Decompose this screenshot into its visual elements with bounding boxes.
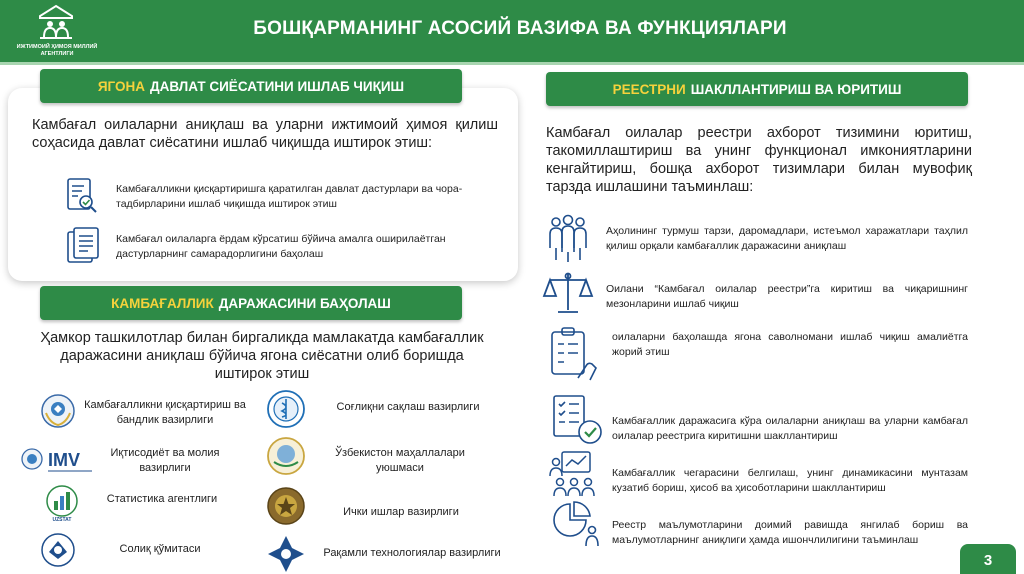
org-label: Камбағалликни қисқартириш ва бандлик вазирлиги <box>84 399 246 426</box>
registry-item-6: Реестр маълумотларини доимий равишда янгилаб бориш ва маълумотларнинг аниқлиги ҳамда ишончлилигини таъминлаш <box>612 519 968 546</box>
registry-item-4: Камбағаллик даражасига кўра оилаларни аниқлаш ва уларни камбағал оилалар реестрига киритишни шакллантириш <box>612 415 968 442</box>
org-label: Рақамли технологиялар вазирлиги <box>323 547 501 559</box>
chart-person-icon <box>548 500 600 548</box>
section-title-policy <box>40 69 462 103</box>
health-ministry-emblem-icon <box>266 389 306 429</box>
org-label: Ўзбекистон маҳаллалари уюшмаси <box>335 447 465 474</box>
svg-text:IMV: IMV <box>48 450 81 470</box>
scales-icon <box>542 270 594 316</box>
registry-item-3: оилаларни баҳолашда ягона саволномани ишлаб чиқиш амалиётга жорий этиш <box>612 331 968 358</box>
section-title-rest: ДАВЛАТ СИЁСАТИНИ ИШЛАБ ЧИҚИШ <box>150 78 405 94</box>
org-label: Солиқ қўмитаси <box>119 543 201 555</box>
policy-item-2: Камбағал оилаларга ёрдам кўрсатиш бўйича амалга оширилаётган дастурларнинг самарадорлигини баҳолаш <box>116 233 446 260</box>
org-label: Соғлиқни сақлаш вазирлиги <box>336 401 480 413</box>
uzstat-logo-icon <box>42 484 82 522</box>
page-number: 3 <box>960 544 1016 574</box>
imv-logo-icon <box>20 441 100 477</box>
registry-paragraph: Камбағал оилалар реестри ахборот тизимини юритиш, такомиллаштириш ва унинг функционал имкониятларини кенгайтириш, бошқа ахборот тизимлари билан мувофиқ тарзда ишлашини таъминлаш: <box>546 125 972 195</box>
agency-logo <box>14 4 100 58</box>
policy-item-1: Камбағалликни қисқартиришга қаратилган давлат дастурлари ва чора-тадбирларини ишлаб чиқишда иштирок этиш <box>116 183 463 210</box>
section-title-registry <box>546 72 968 106</box>
document-search-icon <box>62 176 102 216</box>
section-title-rest: ШАКЛЛАНТИРИШ ВА ЮРИТИШ <box>690 81 902 97</box>
org-label: Ички ишлар вазирлиги <box>343 506 459 518</box>
section-title-highlight: ЯГОНА <box>97 78 146 94</box>
org-label: Иқтисодиёт ва молия вазирлиги <box>110 447 220 474</box>
policy-paragraph: Камбағал оилаларни аниқлаш ва уларни ижтимоий ҳимоя қилиш соҳасида давлат сиёсатини ишлаб чиқишда иштирок этиш: <box>32 117 498 151</box>
mahalla-emblem-icon <box>266 436 306 476</box>
registry-item-2: Оилани “Камбағал оилалар реестри”га киритиш ва чиқаришнинг мезонларини ишлаб чиқиш <box>606 283 968 310</box>
emblem-icon <box>40 393 76 429</box>
section-title-highlight: КАМБАҒАЛЛИК <box>111 295 214 311</box>
registry-item-1: Аҳолининг турмуш тарзи, даромадлари, истеъмол харажатлари таҳлил қилиш орқали камбағаллик даражасини аниқлаш <box>606 225 968 252</box>
section-title-poverty <box>40 286 462 320</box>
registry-item-5: Камбағаллик чегарасини белгилаш, унинг динамикасини мунтазам кузатиб бориш, ҳисоб ва ҳисоботларини шакллантириш <box>612 467 968 494</box>
people-group-icon <box>542 212 594 264</box>
logo-text-line1: ИЖТИМОИЙ ҲИМОЯ МИЛЛИЙ <box>16 44 98 50</box>
page-title: БОШҚАРМАНИНГ АСОСИЙ ВАЗИФА ВА ФУНКЦИЯЛАРИ <box>253 18 787 39</box>
poverty-paragraph: Ҳамкор ташкилотлар билан биргаликда мамлакатда камбағаллик даражасини аниқлаш бўйича ягона сиёсатни олиб боришда иштирок этиш <box>40 330 484 382</box>
document-list-icon <box>64 226 102 266</box>
agency-logo-icon <box>36 4 76 40</box>
org-label: Статистика агентлиги <box>106 493 218 505</box>
logo-text-line2: АГЕНТЛИГИ <box>40 51 74 57</box>
section-title-rest: ДАРАЖАСИНИ БАҲОЛАШ <box>218 295 391 311</box>
digital-tech-logo-icon <box>266 534 306 574</box>
clipboard-hand-icon <box>546 326 598 382</box>
header-bar <box>0 0 1024 62</box>
header-divider <box>0 62 1024 65</box>
tax-committee-emblem-icon <box>40 532 76 568</box>
checklist-icon <box>550 394 604 446</box>
svg-text:UZSTAT: UZSTAT <box>52 517 72 522</box>
section-title-highlight: РЕЕСТРНИ <box>612 81 686 97</box>
interior-ministry-emblem-icon <box>266 486 306 526</box>
analytics-team-icon <box>548 450 600 498</box>
